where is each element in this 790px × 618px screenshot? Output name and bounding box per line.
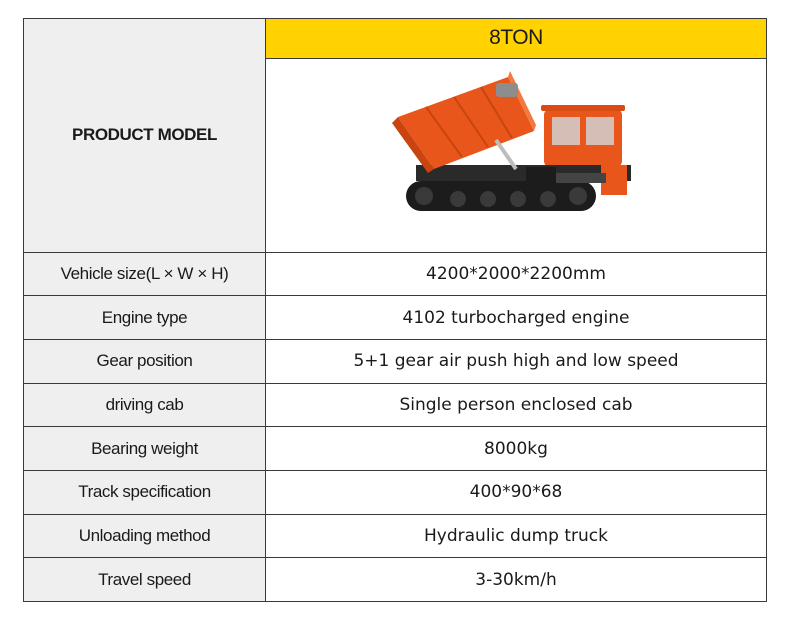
- spec-row: [24, 558, 767, 602]
- bearing-weight-value: 8000kg: [266, 427, 767, 471]
- track-specification-value: 400*90*68: [266, 470, 767, 514]
- engine-type-label: Engine type: [24, 296, 266, 340]
- spec-row: [24, 470, 767, 514]
- spec-table: [23, 18, 767, 602]
- travel-speed-label: Travel speed: [24, 558, 266, 602]
- header-row: [24, 19, 767, 59]
- driving-cab-label: driving cab: [24, 383, 266, 427]
- unloading-method-value: Hydraulic dump truck: [266, 514, 767, 558]
- crawler-track-icon: [406, 181, 596, 211]
- vehicle-size-value: 4200*2000*2200mm: [266, 252, 767, 296]
- spec-row: [24, 427, 767, 471]
- spec-row: [24, 383, 767, 427]
- cab-icon: [541, 105, 625, 167]
- gear-position-value: 5+1 gear air push high and low speed: [266, 339, 767, 383]
- unloading-method-label: Unloading method: [24, 514, 266, 558]
- spec-row: [24, 514, 767, 558]
- driving-cab-value: Single person enclosed cab: [266, 383, 767, 427]
- gear-position-label: Gear position: [24, 339, 266, 383]
- crawler-dump-truck-icon: [376, 65, 656, 245]
- product-image-cell: [266, 58, 767, 252]
- spec-row: [24, 339, 767, 383]
- vehicle-size-label: Vehicle size(L × W × H): [24, 252, 266, 296]
- engine-type-value: 4102 turbocharged engine: [266, 296, 767, 340]
- dump-bed-icon: [392, 71, 536, 173]
- track-specification-label: Track specification: [24, 470, 266, 514]
- bearing-weight-label: Bearing weight: [24, 427, 266, 471]
- spec-row: [24, 296, 767, 340]
- model-name-header: 8TON: [266, 19, 767, 59]
- travel-speed-value: 3-30km/h: [266, 558, 767, 602]
- product-model-label: PRODUCT MODEL: [24, 19, 266, 253]
- spec-row: [24, 252, 767, 296]
